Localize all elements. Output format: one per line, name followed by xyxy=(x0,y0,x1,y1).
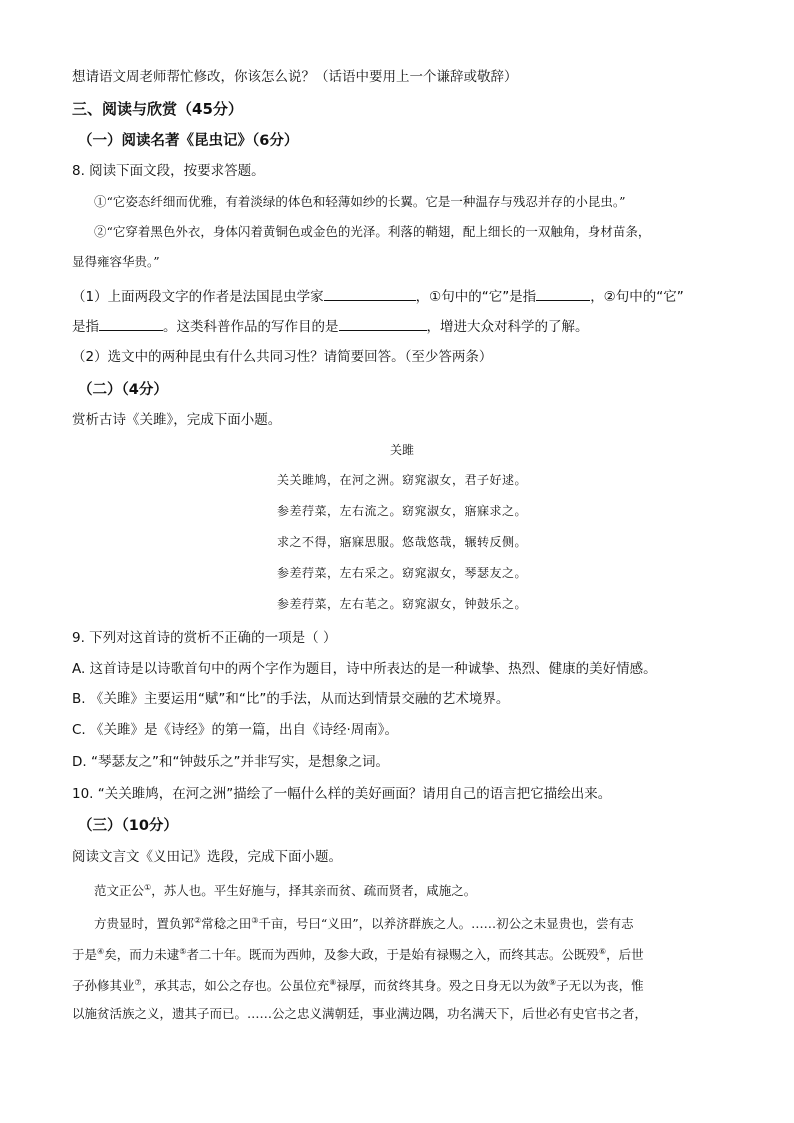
text-segment: 常稔之田 xyxy=(201,916,252,932)
poem-title: 关雎 xyxy=(389,443,414,457)
q9-option-d[interactable]: D. “琴瑟友之”和“钟鼓乐之”并非写实，是想象之词。 xyxy=(72,754,389,770)
text-segment: ，承其志，如公之存也。公虽位充 xyxy=(141,978,330,994)
answer-blank-author[interactable] xyxy=(324,286,416,301)
part2-stem: 赏析古诗《关雎》，完成下面小题。 xyxy=(72,412,282,428)
q8-sub1-text-c: ，②句中的“它” xyxy=(590,289,684,305)
footnote-marker: ④ xyxy=(97,947,105,956)
q8-sub1-line2 xyxy=(72,316,589,337)
q8-passage-2b: 显得雍容华贵。” xyxy=(72,254,160,269)
q9-option-b[interactable]: B. 《关雎》主要运用“赋”和“比”的手法，从而达到情景交融的艺术境界。 xyxy=(72,691,510,707)
answer-blank-insect1[interactable] xyxy=(536,286,590,301)
q8-sub1-text-b: ，①句中的“它”是指 xyxy=(415,289,537,305)
q9-option-a[interactable]: A. 这首诗是以诗歌首句中的两个字作为题目，诗中所表达的是一种诚挚、热烈、健康的美好情感。 xyxy=(72,661,657,677)
footnote-marker: ⑥ xyxy=(598,947,607,956)
footnote-marker: ① xyxy=(144,883,152,892)
part1-title: （一）阅读名著《昆虫记》（6分） xyxy=(78,133,299,149)
answer-blank-insect2[interactable] xyxy=(99,316,163,331)
q10-stem: 10. “关关雎鸠，在河之洲”描绘了一幅什么样的美好画面？请用自己的语言把它描绘出来。 xyxy=(72,786,612,802)
text-segment: 子孙修其业 xyxy=(72,978,135,994)
text-segment: ，苏人也。平生好施与，择其亲而贫、疏而贤者，咸施之。 xyxy=(151,883,477,899)
q8-sub1-text-e: 。这类科普作品的写作目的是 xyxy=(163,319,339,335)
classical-text-p2-line2 xyxy=(72,942,644,965)
footnote-marker: ⑤ xyxy=(179,947,187,956)
q8-sub2: （2）选文中的两种昆虫有什么共同习性？请简要回答。（至少答两条） xyxy=(72,349,493,365)
q9-option-c[interactable]: C. 《关雎》是《诗经》的第一篇，出自《诗经·周南》。 xyxy=(72,722,399,738)
intro-line: 想请语文周老师帮忙修改，你该怎么说？（话语中要用上一个谦辞或敬辞） xyxy=(72,69,518,85)
text-segment: 子无以为丧，惟 xyxy=(556,978,644,994)
poem-line: 参差荇菜，左右采之。窈窕淑女，琴瑟友之。 xyxy=(276,566,527,580)
text-segment: ，后世 xyxy=(606,947,644,963)
q8-sub1-text-f: ，增进大众对科学的了解。 xyxy=(426,319,589,335)
text-segment: 者二十年。既而为西帅，及参大政，于是始有禄赐之入，而终其志。公既殁 xyxy=(186,947,599,963)
q8-sub1-text-d: 是指 xyxy=(72,319,99,335)
footnote-marker: ② xyxy=(194,916,202,925)
text-segment: 于是 xyxy=(72,947,98,963)
q8-sub1-text-a: （1）上面两段文字的作者是法国昆虫学家 xyxy=(72,289,324,305)
section3-title: 三、阅读与欣赏（45分） xyxy=(72,100,243,118)
classical-text-p1 xyxy=(72,878,476,901)
poem-line: 参差荇菜，左右芼之。窈窕淑女，钟鼓乐之。 xyxy=(276,597,527,611)
poem-line: 关关雎鸠，在河之洲。窈窕淑女，君子好逑。 xyxy=(276,473,527,487)
part2-title: （二）（4分） xyxy=(78,382,168,398)
footnote-marker: ③ xyxy=(251,916,259,925)
q9-stem: 9. 下列对这首诗的赏析不正确的一项是（ ） xyxy=(72,630,337,646)
poem-block xyxy=(72,440,732,625)
q8-stem: 8. 阅读下面文段，按要求答题。 xyxy=(72,163,265,179)
poem-line: 求之不得，寤寐思服。悠哉悠哉，辗转反侧。 xyxy=(276,535,527,549)
q8-sub1-line1 xyxy=(72,286,684,307)
footnote-marker: ⑦ xyxy=(134,978,142,987)
poem-line: 参差荇菜，左右流之。窈窕淑女，寤寐求之。 xyxy=(276,504,527,518)
answer-blank-purpose[interactable] xyxy=(339,316,427,331)
text-segment: 矣，而力未逮 xyxy=(104,947,180,963)
footnote-marker: ⑧ xyxy=(329,978,337,987)
part3-title: （三）（10分） xyxy=(78,818,178,834)
classical-text-p2-line4: 以施贫活族之义，遗其子而已。……公之忠义满朝廷，事业满边隅，功名满天下，后世必有史官书之者， xyxy=(72,1006,648,1021)
classical-text-p2-line3 xyxy=(72,973,644,996)
text-segment: 禄厚，而贫终其身。殁之日身无以为敛 xyxy=(336,978,549,994)
footnote-marker: ⑨ xyxy=(548,978,557,987)
text-segment: 范文正公 xyxy=(94,883,145,899)
q8-passage-1: ①“它姿态纤细而优雅，有着淡绿的体色和轻薄如纱的长翼。它是一种温存与残忍并存的小昆虫。” xyxy=(94,194,626,209)
part3-stem: 阅读文言文《义田记》选段，完成下面小题。 xyxy=(72,849,342,865)
classical-text-p2-line1 xyxy=(72,911,634,934)
q8-passage-2a: ②“它穿着黑色外衣，身体闪着黄铜色或金色的光泽。利落的鞘翅，配上细长的一双触角，身材苗条， xyxy=(94,224,651,239)
text-segment: 方贵显时，置负郭 xyxy=(94,916,195,932)
text-segment: 千亩，号曰“义田”，以养济群族之人。……初公之未显贵也，尝有志 xyxy=(258,916,634,932)
